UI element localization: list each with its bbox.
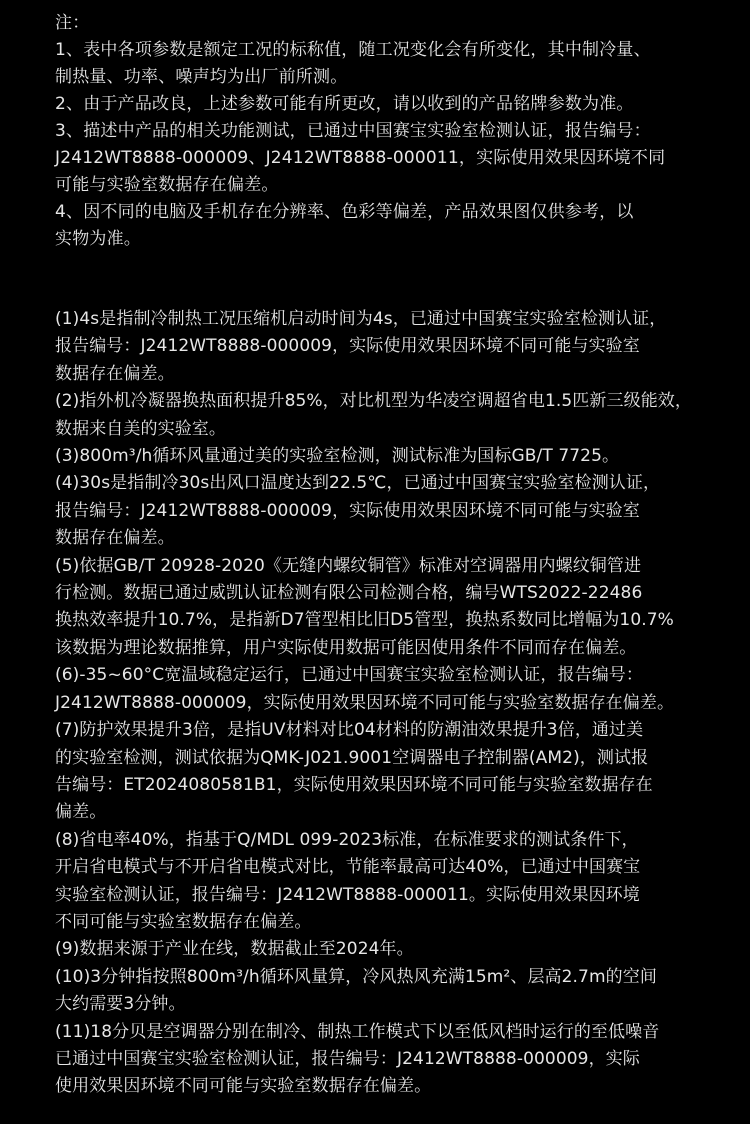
footnote-line: (2)指外机冷凝器换热面积提升85%，对比机型为华凌空调超省电1.5匹新三级能效， — [55, 391, 692, 412]
notes-heading: 注： — [55, 13, 90, 33]
note-line: 2、由于产品改良，上述参数可能有所更改，请以收到的产品铭牌参数为准。 — [55, 94, 634, 114]
footnote-line: (9)数据来源于产业在线，数据截止至2024年。 — [55, 939, 414, 960]
footnote-line: 已通过中国赛宝实验室检测认证，报告编号：J2412WT8888-000009，实际 — [55, 1048, 640, 1069]
footnotes-section — [55, 306, 745, 1101]
footnote-line: (3)800m³/h循环风量通过美的实验室检测，测试标准为国标GB/T 7725。 — [55, 446, 620, 467]
footnote-line: 该数据为理论数据推算，用户实际使用数据可能因使用条件不同而存在偏差。 — [55, 637, 637, 658]
footnote-line: 不同可能与实验室数据存在偏差。 — [55, 911, 312, 932]
footnote-line: (8)省电率40%，指基于Q/MDL 099-2023标准，在标准要求的测试条件下， — [55, 829, 639, 850]
note-line: J2412WT8888-000009、J2412WT8888-000011，实际使用效果因环境不同 — [55, 148, 666, 168]
footnote-line: 偏差。 — [55, 802, 107, 823]
footnote-line: 数据存在偏差。 — [55, 528, 175, 549]
footnote-line: (7)防护效果提升3倍，是指UV材料对比04材料的防潮油效果提升3倍，通过美 — [55, 720, 644, 741]
footnote-line: 使用效果因环境不同可能与实验室数据存在偏差。 — [55, 1076, 432, 1097]
footnote-line: 报告编号：J2412WT8888-000009，实际使用效果因环境不同可能与实验室 — [55, 500, 640, 521]
note-line: 1、表中各项参数是额定工况的标称值，随工况变化会有所变化，其中制冷量、 — [55, 40, 651, 60]
notes-section — [55, 10, 735, 253]
footnote-line: 告编号：ET2024080581B1，实际使用效果因环境不同可能与实验室数据存在 — [55, 774, 653, 795]
note-line: 可能与实验室数据存在偏差。 — [55, 175, 279, 195]
footnote-line: 数据存在偏差。 — [55, 363, 175, 384]
footnote-line: 实验室检测认证，报告编号：J2412WT8888-000011。实际使用效果因环境 — [55, 884, 640, 905]
footnote-line: 换热效率提升10.7%，是指新D7管型相比旧D5管型，换热系数同比增幅为10.7% — [55, 610, 674, 631]
footnote-line: 开启省电模式与不开启省电模式对比，节能率最高可达40%，已通过中国赛宝 — [55, 857, 641, 878]
note-line: 实物为准。 — [55, 229, 141, 249]
footnote-line: J2412WT8888-000009，实际使用效果因环境不同可能与实验室数据存在偏差。 — [55, 692, 675, 713]
footnote-line: 报告编号：J2412WT8888-000009，实际使用效果因环境不同可能与实验室 — [55, 336, 640, 357]
footnote-line: 大约需要3分钟。 — [55, 994, 186, 1015]
note-line: 制热量、功率、噪声均为出厂前所测。 — [55, 67, 348, 87]
footnote-line: (1)4s是指制冷制热工况压缩机启动时间为4s，已通过中国赛宝实验室检测认证， — [55, 309, 667, 329]
footnote-line: 数据来自美的实验室。 — [55, 418, 226, 439]
footnote-line: (11)18分贝是空调器分别在制冷、制热工作模式下以至低风档时运行的至低噪音 — [55, 1021, 660, 1042]
footnote-line: (10)3分钟指按照800m³/h循环风量算，冷风热风充满15m²、层高2.7m的空间 — [55, 966, 657, 987]
footnote-line: 的实验室检测，测试依据为QMK-J021.9001空调器电子控制器(AM2)，测试报 — [55, 747, 649, 768]
footnote-line: (6)-35~60°C宽温域稳定运行，已通过中国赛宝实验室检测认证，报告编号： — [55, 665, 643, 686]
footnote-line: (5)依据GB/T 20928-2020《无缝内螺纹铜管》标准对空调器用内螺纹铜管进 — [55, 555, 642, 576]
note-line: 3、描述中产品的相关功能测试，已通过中国赛宝实验室检测认证，报告编号： — [55, 121, 651, 141]
footnote-line: 行检测。数据已通过威凯认证检测有限公司检测合格，编号WTS2022-22486 — [55, 583, 643, 604]
footnote-line: (4)30s是指制冷30s出风口温度达到22.5℃，已通过中国赛宝实验室检测认证， — [55, 473, 661, 494]
note-line: 4、因不同的电脑及手机存在分辨率、色彩等偏差，产品效果图仅供参考，以 — [55, 202, 634, 222]
